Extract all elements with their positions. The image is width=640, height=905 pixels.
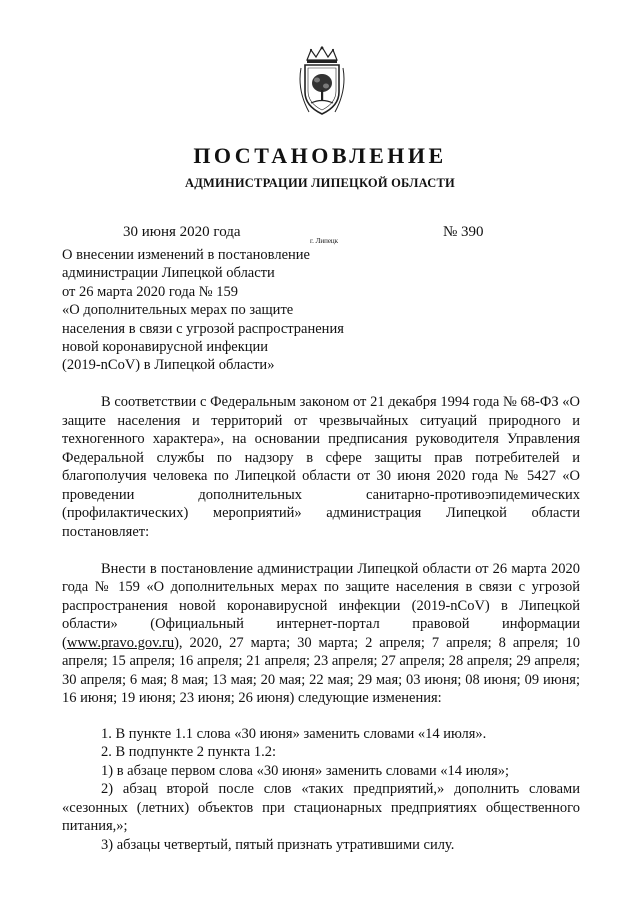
preamble-paragraph: В соответствии с Федеральным законом от 21 декабря 1994 года № 68-ФЗ «О защите населения и территорий от чрезвычайных ситуаций природного и техногенного характера», на основании предписания руководителя Управления Федеральной службы по надзору в сфере защиты прав потребителей и благополучия человека по Липецкой области от 30 июня 2020 года № 5427 «О проведении дополнительных санитарно-противоэпидемических (профилактических) мероприятий» администрация Липецкой области постановляет: [62,394,580,540]
heading-line: администрации Липецкой области [62,265,275,282]
heading-line: от 26 марта 2020 года № 159 [62,283,238,300]
item-2-sub-1: 1) в абзаце первом слова «30 июня» заменить словами «14 июля»; [101,762,510,779]
heading-line: О внесении изменений в постановление [62,247,310,263]
heading-line: (2019-nCoV) в Липецкой области» [62,357,275,374]
item-2-sub-3: 3) абзацы четвертый, пятый признать утратившими силу. [101,836,455,853]
document-heading [62,246,382,375]
item-2: 2. В подпункте 2 пункта 1.2: [101,744,277,760]
document-body [62,393,580,854]
issuing-authority: АДМИНИСТРАЦИИ ЛИПЕЦКОЙ ОБЛАСТИ [185,176,455,190]
amendment-intro-text-cont: ), 2020, 27 марта; 30 марта; 2 апреля; 7 апреля; 8 апреля; 10 апреля; 15 апреля; 16 апреля; 21 апреля; 23 апреля; 27 апреля; 28 апреля; 29 апреля; 30 апреля; 6 мая; 8 мая; 13 мая; 20 мая; 22 мая; 29 мая; 03 июня; 08 июня; 09 июня; 16 июня; 19 июня; 23 июня; 26 июня) следующие изменения: [62,634,580,706]
coat-of-arms-icon [297,46,347,118]
document-number: № 390 [443,224,484,240]
amendment-intro-paragraph [62,560,580,708]
pravo-gov-link[interactable]: www.pravo.gov.ru [66,634,175,651]
document-date: 30 июня 2020 года [123,224,241,240]
heading-line: новой коронавирусной инфекции [62,339,269,356]
document-title: ПОСТАНОВЛЕНИЕ [193,143,447,168]
item-1: 1. В пункте 1.1 слова «30 июня» заменить словами «14 июля». [101,725,487,742]
heading-line: «О дополнительных мерах по защите [62,302,294,319]
amendment-intro-text: Внести в постановление администрации Липецкой области от 26 марта 2020 года № 159 «О дополнительных мерах по защите населения в связи с угрозой распространения новой коронавирусной инфекции (2019-nCoV) в Липецкой области» (Официальный интернет-портал правовой информации ( [62,560,580,651]
document-city: г. Липецк [310,237,339,245]
item-2-sub-2: 2) абзац второй после слов «таких предприятий,» дополнить словами «сезонных (летних) объектов при стационарных предприятиях общественного питания,»; [62,781,580,834]
heading-line: населения в связи с угрозой распространения [62,320,344,337]
